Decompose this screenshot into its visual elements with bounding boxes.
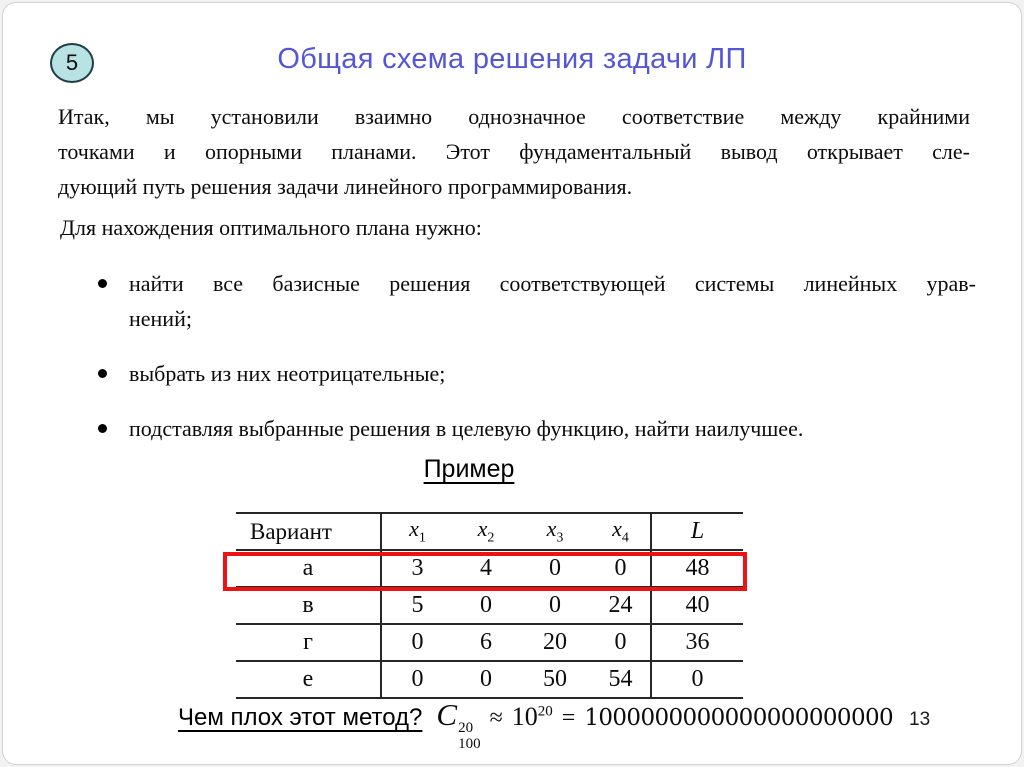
bottom-row	[178, 697, 930, 753]
bullet-list	[98, 266, 976, 466]
combinatorics-formula	[436, 697, 893, 753]
table-cell: а	[236, 550, 381, 587]
bullet-item	[98, 356, 976, 391]
header-x3: $x_3$	[519, 513, 591, 550]
question-link[interactable]: Чем плох этот метод?	[178, 704, 423, 731]
table-row	[236, 624, 743, 661]
table-cell: е	[236, 661, 381, 698]
formula-approx: ≈	[489, 705, 503, 731]
slide-title: Общая схема решения задачи ЛП	[277, 43, 747, 75]
paragraph-line: Итак, мы установили взаимно однозначное соответствие между крайними	[58, 104, 970, 129]
table-cell: 24	[591, 587, 651, 624]
page-number: 13	[909, 709, 931, 730]
results-table-body	[236, 550, 743, 698]
table-cell: 0	[519, 587, 591, 624]
table-cell: 0	[519, 550, 591, 587]
bullet-text	[129, 266, 976, 336]
table-cell: 4	[453, 550, 519, 587]
formula-result: 1000000000000000000000	[584, 705, 894, 731]
table-cell: 20	[519, 624, 591, 661]
table-row-highlighted	[236, 550, 743, 587]
table-cell: 0	[453, 587, 519, 624]
table-cell: 6	[453, 624, 519, 661]
formula-equals: =	[561, 705, 576, 731]
header-x2: $x_2$	[453, 513, 519, 550]
formula-ten: $10^{20}$	[511, 702, 553, 731]
table-cell: 36	[651, 624, 743, 661]
header-x1: $x_1$	[381, 513, 453, 550]
bullet-text	[129, 356, 976, 391]
results-table-wrap	[236, 512, 743, 699]
bullet-line: подставляя выбранные решения в целевую функцию, найти наилучшее.	[129, 416, 804, 441]
table-cell: 0	[381, 624, 453, 661]
header-variant: Вариант	[236, 513, 381, 550]
table-cell: 54	[591, 661, 651, 698]
header-x4: $x_4$	[591, 513, 651, 550]
table-cell: 50	[519, 661, 591, 698]
bullet-line: найти все базисные решения соответствующей системы линейных урав-	[129, 271, 976, 296]
bullet-line: нений;	[129, 306, 192, 331]
paragraph-lead-in: Для нахождения оптимального плана нужно:	[60, 215, 482, 240]
example-link[interactable]: Пример	[423, 455, 515, 483]
table-cell: 3	[381, 550, 453, 587]
table-cell: 0	[453, 661, 519, 698]
table-cell: 5	[381, 587, 453, 624]
bullet-dot-icon	[98, 369, 107, 378]
slide-number-label: 5	[65, 50, 79, 75]
table-cell: 0	[591, 550, 651, 587]
table-row	[236, 587, 743, 624]
table-cell: г	[236, 624, 381, 661]
header-L: L	[651, 513, 743, 550]
table-row	[236, 661, 743, 698]
bullet-text	[129, 411, 976, 446]
formula-c-scripts: 20 100	[458, 720, 481, 752]
bullet-line: выбрать из них неотрицательные;	[129, 361, 446, 386]
bullet-dot-icon	[98, 424, 107, 433]
table-cell: 0	[651, 661, 743, 698]
slide-frame	[2, 2, 1022, 765]
table-header-row	[236, 513, 743, 550]
table-cell: 48	[651, 550, 743, 587]
paragraph-line: точками и опорными планами. Этот фундаментальный вывод открывает сле-	[58, 139, 970, 164]
paragraph-main	[58, 99, 970, 204]
bullet-item	[98, 266, 976, 336]
table-cell: 0	[381, 661, 453, 698]
paragraph-line: дующий путь решения задачи линейного программирования.	[58, 174, 633, 199]
table-cell: 0	[591, 624, 651, 661]
results-table	[236, 512, 743, 699]
bullet-item	[98, 411, 976, 446]
bullet-dot-icon	[98, 279, 107, 288]
table-cell: 40	[651, 587, 743, 624]
formula-c-symbol: C	[436, 697, 458, 732]
table-cell: в	[236, 587, 381, 624]
